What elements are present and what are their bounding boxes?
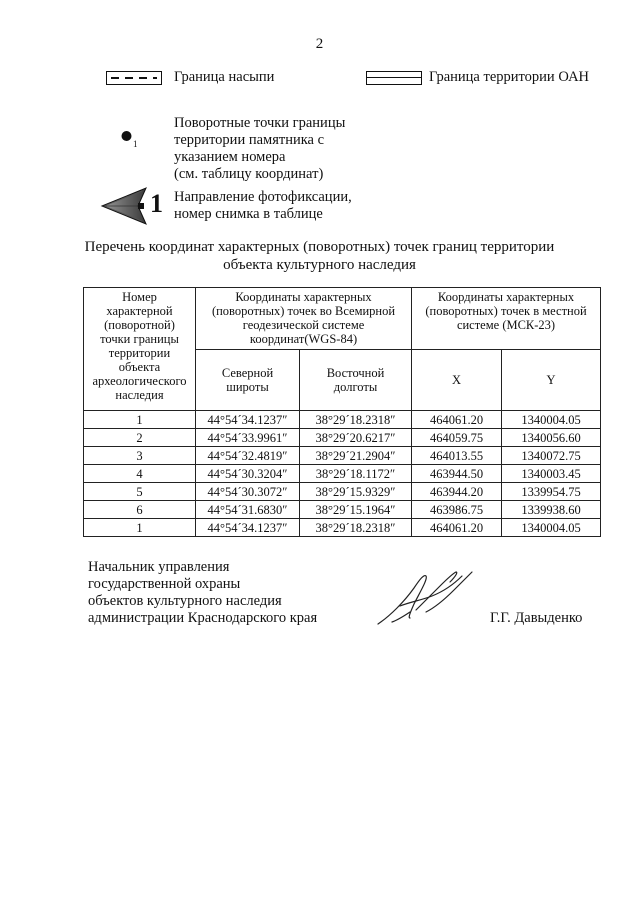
- cell-x: 463944.50: [412, 465, 502, 483]
- header-line: системе (МСК-23): [456, 318, 556, 332]
- cell-x: 464061.20: [412, 411, 502, 429]
- header-line: Номер: [122, 290, 157, 304]
- position-line: администрации Краснодарского края: [88, 610, 318, 626]
- table-row: [84, 411, 601, 429]
- header-point-number: [84, 288, 196, 411]
- header-wgs: [196, 288, 412, 350]
- header-line: Координаты характерных: [437, 290, 575, 304]
- legend-turning-points-line: (см. таблицу координат): [174, 166, 324, 182]
- turning-point-number: 1: [133, 139, 138, 149]
- photo-direction-number: 1: [150, 189, 163, 218]
- legend-oan-label: Граница территории ОАН: [429, 69, 590, 85]
- header-line: объекта: [118, 360, 161, 374]
- header-x: X: [412, 350, 502, 411]
- cell-lon: 38°29´18.1172″: [300, 465, 412, 483]
- cell-n: 3: [84, 447, 196, 465]
- cell-y: 1340004.05: [502, 411, 601, 429]
- page-number: 2: [315, 36, 324, 52]
- cell-x: 463986.75: [412, 501, 502, 519]
- handwritten-signature-icon: [370, 566, 480, 630]
- cell-lon: 38°29´18.2318″: [300, 519, 412, 537]
- header-line: точки границы: [100, 332, 179, 346]
- header-line: геодезической системе: [242, 318, 365, 332]
- cell-n: 1: [84, 519, 196, 537]
- header-line: территории: [108, 346, 171, 360]
- header-y: Y: [502, 350, 601, 411]
- table-row: [84, 447, 601, 465]
- cell-y: 1340056.60: [502, 429, 601, 447]
- header-line: (поворотных) точек в местной: [425, 304, 587, 318]
- position-line: объектов культурного наследия: [88, 593, 282, 609]
- cell-lat: 44°54´30.3072″: [196, 483, 300, 501]
- header-line: наследия: [115, 388, 164, 402]
- cell-lon: 38°29´15.9329″: [300, 483, 412, 501]
- cell-x: 464059.75: [412, 429, 502, 447]
- cell-lat: 44°54´33.9961″: [196, 429, 300, 447]
- filled-dot-icon: [121, 130, 138, 150]
- table-title-line: Перечень координат характерных (поворотных) точек границ территории: [84, 239, 555, 255]
- cell-x: 464013.55: [412, 447, 502, 465]
- cell-n: 4: [84, 465, 196, 483]
- legend-turning-points-line: Поворотные точки границы: [174, 115, 346, 131]
- table-row: [84, 465, 601, 483]
- header-line: характерной: [106, 304, 173, 318]
- cell-y: 1340072.75: [502, 447, 601, 465]
- solid-boundary-icon: [366, 71, 422, 85]
- header-line: Координаты характерных: [235, 290, 372, 304]
- dashed-boundary-icon: [106, 71, 162, 85]
- legend-photo-direction: [174, 189, 352, 223]
- table-row: [84, 501, 601, 519]
- header-line: археологического: [92, 374, 187, 388]
- legend-turning-points-line: указанием номера: [174, 149, 286, 165]
- header-east: [300, 350, 412, 411]
- table-title-line: объекта культурного наследия: [223, 257, 416, 273]
- header-line: широты: [226, 380, 269, 394]
- header-line: (поворотных) точек во Всемирной: [211, 304, 396, 318]
- cell-y: 1339938.60: [502, 501, 601, 519]
- cell-lon: 38°29´18.2318″: [300, 411, 412, 429]
- cell-n: 2: [84, 429, 196, 447]
- table-row: [84, 483, 601, 501]
- legend-photo-direction-line: Направление фотофиксации,: [174, 189, 352, 205]
- header-line: координат(WGS-84): [249, 332, 358, 346]
- cell-n: 1: [84, 411, 196, 429]
- cell-lat: 44°54´31.6830″: [196, 501, 300, 519]
- signer-name: Г.Г. Давыденко: [490, 610, 583, 626]
- cell-x: 464061.20: [412, 519, 502, 537]
- legend-turning-points-line: территории памятника с: [174, 132, 325, 148]
- cell-y: 1340004.05: [502, 519, 601, 537]
- cell-n: 5: [84, 483, 196, 501]
- header-line: (поворотной): [104, 318, 175, 332]
- legend-photo-direction-line: номер снимка в таблице: [174, 206, 323, 222]
- signatory-position: [88, 559, 317, 627]
- cell-lat: 44°54´34.1237″: [196, 519, 300, 537]
- table-title: [0, 238, 639, 274]
- cell-y: 1339954.75: [502, 483, 601, 501]
- header-msk: [412, 288, 601, 350]
- legend-turning-points: [174, 115, 345, 183]
- cell-y: 1340003.45: [502, 465, 601, 483]
- header-north: [196, 350, 300, 411]
- cell-lon: 38°29´15.1964″: [300, 501, 412, 519]
- cell-lat: 44°54´34.1237″: [196, 411, 300, 429]
- coordinates-table: [83, 287, 601, 537]
- cell-lon: 38°29´20.6217″: [300, 429, 412, 447]
- cell-n: 6: [84, 501, 196, 519]
- legend-embankment-label: Граница насыпи: [174, 69, 275, 85]
- table-row: [84, 429, 601, 447]
- cell-lat: 44°54´32.4819″: [196, 447, 300, 465]
- cell-lat: 44°54´30.3204″: [196, 465, 300, 483]
- arrow-left-icon: [100, 186, 172, 226]
- table-row: [84, 519, 601, 537]
- position-line: государственной охраны: [88, 576, 241, 592]
- header-line: Восточной: [326, 366, 385, 380]
- cell-x: 463944.20: [412, 483, 502, 501]
- header-line: Северной: [221, 366, 274, 380]
- header-line: долготы: [333, 380, 378, 394]
- cell-lon: 38°29´21.2904″: [300, 447, 412, 465]
- position-line: Начальник управления: [88, 559, 230, 575]
